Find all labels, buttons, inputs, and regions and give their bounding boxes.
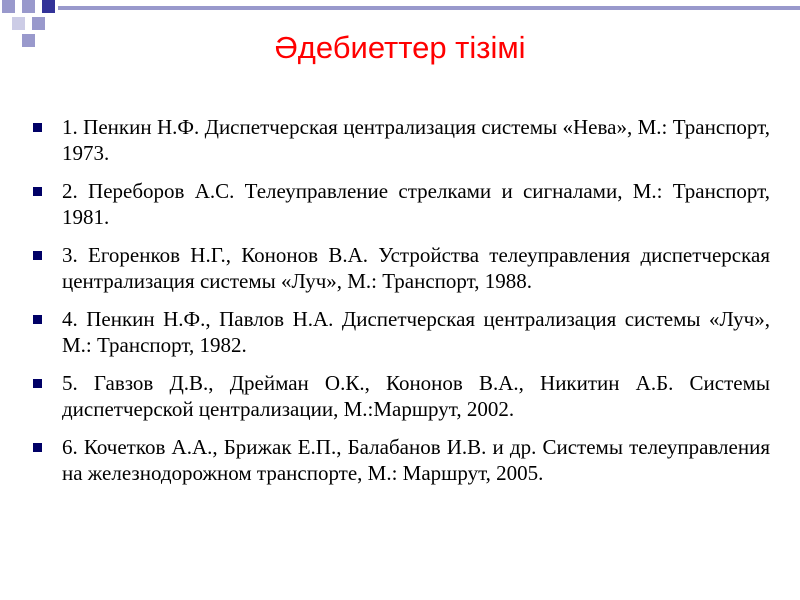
reference-list xyxy=(30,114,770,498)
square-bullet-icon xyxy=(33,379,42,388)
square-bullet-icon xyxy=(33,443,42,452)
reference-text: 1. Пенкин Н.Ф. Диспетчерская централизация системы «Нева», М.: Транспорт, 1973. xyxy=(62,115,770,165)
reference-text: 4. Пенкин Н.Ф., Павлов Н.А. Диспетчерская централизация системы «Луч», М.: Транспорт, 1982. xyxy=(62,307,770,357)
reference-item xyxy=(30,178,770,230)
reference-item xyxy=(30,370,770,422)
reference-text: 5. Гавзов Д.В., Дрейман О.К., Кононов В.А., Никитин А.Б. Системы диспетчерской централизации, М.:Маршрут, 2002. xyxy=(62,371,770,421)
reference-text: 6. Кочетков А.А., Брижак Е.П., Балабанов И.В. и др. Системы телеуправления на железнодорожном транспорте, М.: Маршрут, 2005. xyxy=(62,435,770,485)
reference-item xyxy=(30,306,770,358)
slide-title: Әдебиеттер тізімі xyxy=(274,30,526,65)
square-bullet-icon xyxy=(33,187,42,196)
reference-item xyxy=(30,114,770,166)
square-bullet-icon xyxy=(33,251,42,260)
square-bullet-icon xyxy=(33,123,42,132)
reference-item xyxy=(30,434,770,486)
reference-item xyxy=(30,242,770,294)
reference-text: 3. Егоренков Н.Г., Кононов В.А. Устройства телеуправления диспетчерская централизация системы «Луч», М.: Транспорт, 1988. xyxy=(62,243,770,293)
square-bullet-icon xyxy=(33,315,42,324)
reference-text: 2. Переборов А.С. Телеуправление стрелками и сигналами, М.: Транспорт, 1981. xyxy=(62,179,770,229)
